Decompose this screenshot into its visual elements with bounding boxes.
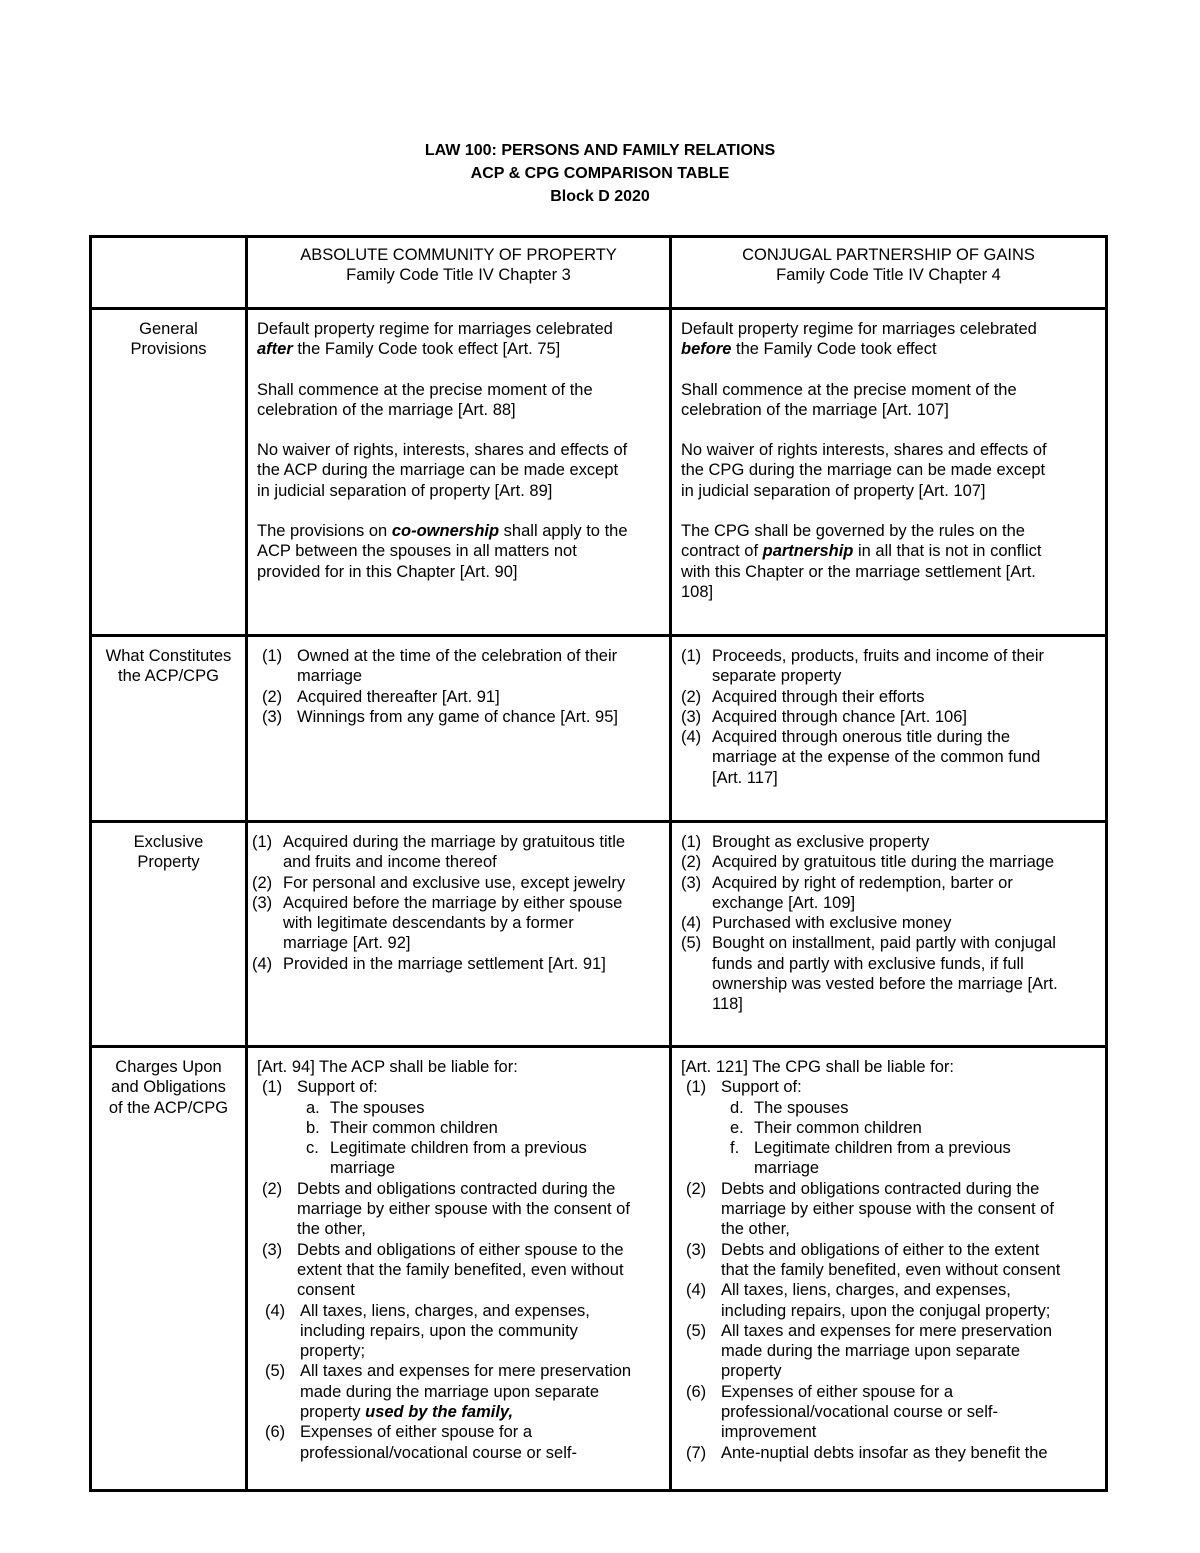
acp-charges-cell xyxy=(247,1047,671,1491)
sub-list-item: f. Legitimate children from a previous marriage xyxy=(730,1139,1011,1178)
sub-list-item: d. The spouses xyxy=(730,1098,849,1117)
list-item: (1) Proceeds, products, fruits and income of their separate property xyxy=(681,647,1044,686)
cpg-exclusive-cell xyxy=(671,822,1107,1047)
list-item: (2) For personal and exclusive use, except jewelry xyxy=(252,873,626,892)
list-item: (3) Acquired before the marriage by either spouse with legitimate descendants by a former marriage [Art. 92] xyxy=(252,893,623,953)
cpg-title: CONJUGAL PARTNERSHIP OF GAINS xyxy=(742,246,1035,264)
list-item: (5) All taxes and expenses for mere preservation made during the marriage upon separate property used by the family, xyxy=(265,1362,632,1422)
course-title: LAW 100: PERSONS AND FAMILY RELATIONS xyxy=(424,142,776,159)
list-item: (4) Provided in the marriage settlement [Art. 91] xyxy=(252,954,606,973)
table-title: ACP & CPG COMPARISON TABLE xyxy=(470,165,730,182)
sub-list-item: e. Their common children xyxy=(730,1118,922,1137)
acp-title: ABSOLUTE COMMUNITY OF PROPERTY xyxy=(300,246,617,264)
list-item: (2) Acquired through their efforts xyxy=(681,687,925,706)
paragraph: The CPG shall be governed by the rules on the contract of partnership in all that is not in conflict with this Chapter or the marriage settlement [Art. 108] xyxy=(681,522,1042,601)
row-label: Charges Upon and Obligations of the ACP/CPG xyxy=(91,1047,247,1491)
list-item: (4) Acquired through onerous title during the marriage at the expense of the common fund [Art. 117] xyxy=(681,728,1041,787)
sub-list-item: b. Their common children xyxy=(306,1118,498,1137)
list-item: (1) Support of: xyxy=(686,1078,802,1097)
list-item: (3) Winnings from any game of chance [Art. 95] xyxy=(262,707,618,726)
document-title xyxy=(0,139,1200,208)
table-header-row xyxy=(91,237,1107,309)
exclusive-property-row xyxy=(91,822,1107,1047)
row-label: What Constitutes the ACP/CPG xyxy=(91,636,247,822)
list-item: (3) Acquired by right of redemption, barter or exchange [Art. 109] xyxy=(681,873,1013,912)
general-provisions-row xyxy=(91,309,1107,636)
acp-header xyxy=(247,237,671,309)
row-label: General Provisions xyxy=(91,309,247,636)
acp-general-cell xyxy=(247,309,671,636)
sub-list-item: a. The spouses xyxy=(306,1098,425,1117)
list-item: (2) Acquired thereafter [Art. 91] xyxy=(262,687,500,706)
charges-intro: [Art. 94] The ACP shall be liable for: xyxy=(257,1058,518,1076)
list-item: (3) Acquired through chance [Art. 106] xyxy=(681,707,967,726)
cpg-subtitle: Family Code Title IV Chapter 4 xyxy=(776,266,1001,285)
block-label: Block D 2020 xyxy=(550,188,650,205)
paragraph: Shall commence at the precise moment of the celebration of the marriage [Art. 107] xyxy=(681,380,1017,419)
list-item: (3) Debts and obligations of either to the extent that the family benefited, even without consent xyxy=(686,1240,1061,1279)
list-item: (6) Expenses of either spouse for a professional/vocational course or self- improvement xyxy=(686,1382,998,1442)
charges-intro: [Art. 121] The CPG shall be liable for: xyxy=(681,1058,954,1076)
list-item: (1) Owned at the time of the celebration of their marriage xyxy=(262,647,618,686)
paragraph: Default property regime for marriages celebrated after the Family Code took effect [Art. 75] xyxy=(257,320,613,359)
cpg-general-cell xyxy=(671,309,1107,636)
comparison-table xyxy=(89,235,1108,1492)
paragraph: No waiver of rights interests, shares and effects of the CPG during the marriage can be made except in judicial separation of property [Art. 107] xyxy=(681,441,1047,500)
acp-exclusive-cell xyxy=(247,822,671,1047)
cpg-constitutes-cell xyxy=(671,636,1107,822)
list-item: (4) All taxes, liens, charges, and expenses, including repairs, upon the conjugal property; xyxy=(686,1281,1051,1320)
list-item: (1) Brought as exclusive property xyxy=(681,833,930,851)
list-item: (5) All taxes and expenses for mere preservation made during the marriage upon separate property xyxy=(686,1321,1053,1381)
paragraph: The provisions on co-ownership shall apply to the ACP between the spouses in all matters not provided for in this Chapter [Art. 90] xyxy=(257,522,628,581)
paragraph: Default property regime for marriages celebrated before the Family Code took effect xyxy=(681,320,1037,359)
acp-constitutes-cell xyxy=(247,636,671,822)
list-item: (7) Ante-nuptial debts insofar as they benefit the xyxy=(686,1443,1048,1462)
list-item: (1) Support of: xyxy=(262,1078,378,1097)
list-item: (4) All taxes, liens, charges, and expenses, including repairs, upon the community property; xyxy=(265,1301,590,1361)
list-item: (2) Debts and obligations contracted during the marriage by either spouse with the consent of the other, xyxy=(686,1179,1054,1239)
empty-corner-cell xyxy=(91,237,247,309)
list-item: (6) Expenses of either spouse for a professional/vocational course or self- xyxy=(265,1423,577,1462)
acp-subtitle: Family Code Title IV Chapter 3 xyxy=(346,266,571,285)
cpg-charges-cell xyxy=(671,1047,1107,1491)
list-item: (2) Acquired by gratuitous title during the marriage xyxy=(681,853,1055,872)
paragraph: Shall commence at the precise moment of the celebration of the marriage [Art. 88] xyxy=(257,380,593,419)
list-item: (1) Acquired during the marriage by gratuitous title and fruits and income thereof xyxy=(252,833,626,872)
charges-obligations-row xyxy=(91,1047,1107,1491)
row-label: Exclusive Property xyxy=(91,822,247,1047)
list-item: (2) Debts and obligations contracted during the marriage by either spouse with the consent of the other, xyxy=(262,1179,630,1239)
sub-list-item: c. Legitimate children from a previous marriage xyxy=(306,1139,587,1178)
paragraph: No waiver of rights, interests, shares and effects of the ACP during the marriage can be made except in judicial separation of property [Art. 89] xyxy=(257,441,628,500)
list-item: (3) Debts and obligations of either spouse to the extent that the family benefited, even without consent xyxy=(262,1240,624,1300)
what-constitutes-row xyxy=(91,636,1107,822)
list-item: (4) Purchased with exclusive money xyxy=(681,914,952,933)
list-item: (5) Bought on installment, paid partly with conjugal funds and partly with exclusive funds, if full ownership was vested before the marriage [Art. 118] xyxy=(681,934,1058,1014)
cpg-header xyxy=(671,237,1107,309)
